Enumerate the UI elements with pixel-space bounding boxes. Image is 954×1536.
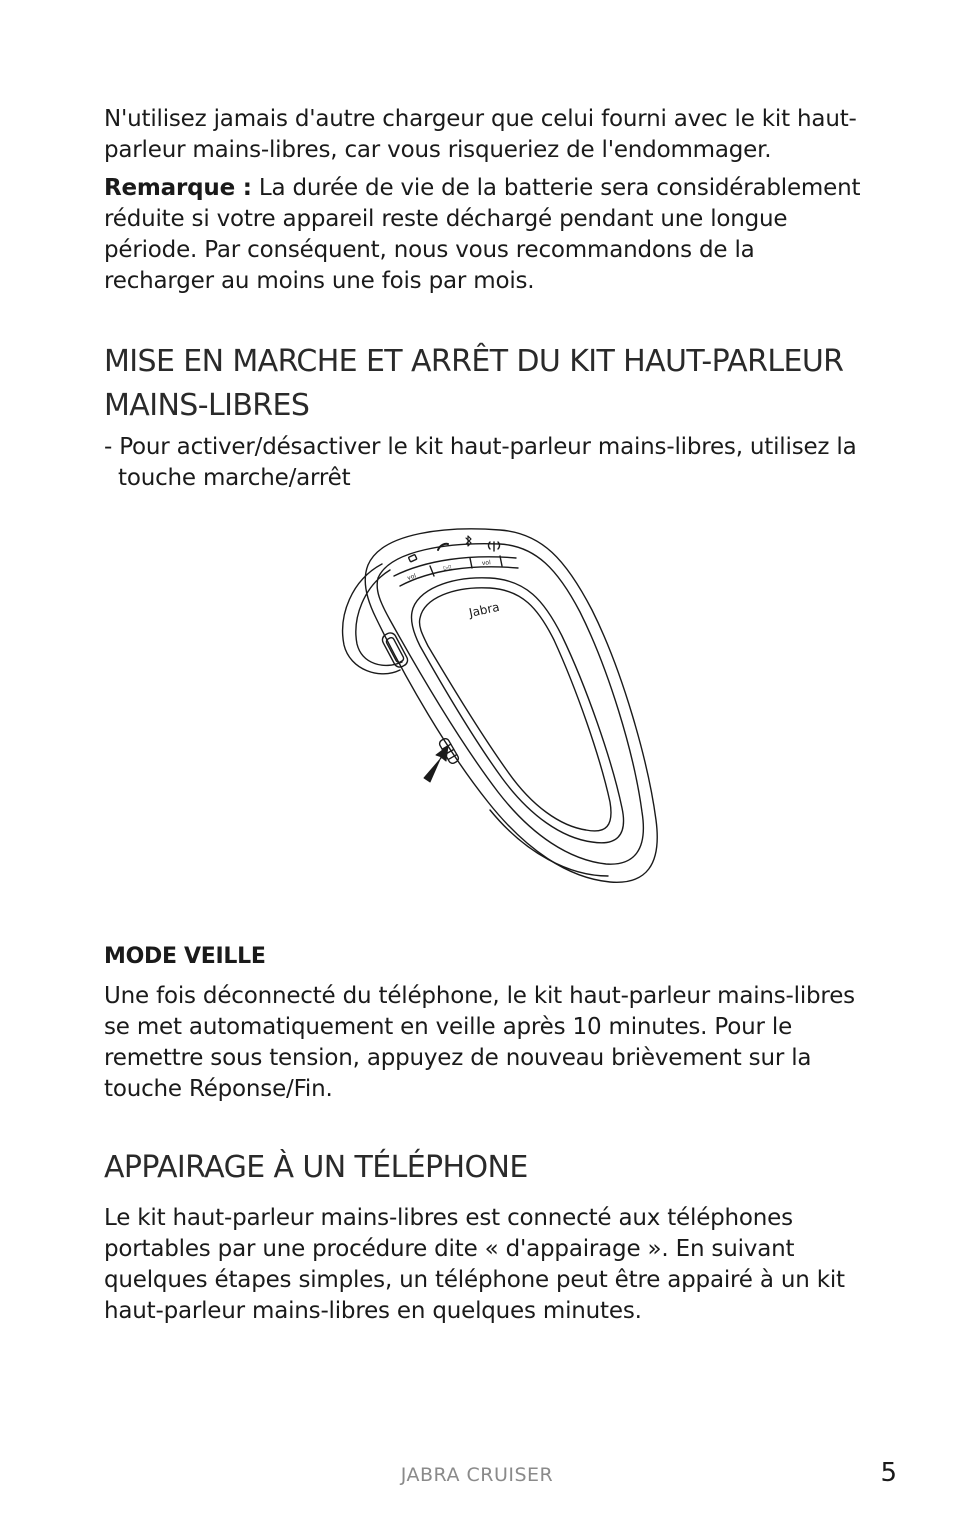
pointer-arrow-icon [424, 746, 448, 782]
note-label: Remarque : [104, 175, 252, 201]
visor-clip [343, 564, 402, 674]
standby-text: Une fois déconnecté du téléphone, le kit haut-parleur mains-libres se met automatiquement en veille après 10 minutes. Pour le remettre sous tension, appuyez de nouveau brièvement sur la touche Réponse/Fin. [104, 983, 855, 1102]
power-section-heading: MISE EN MARCHE ET ARRÊT DU KIT HAUT-PARLEUR MAINS-LIBRES [104, 344, 844, 423]
brand-label: Jabra [467, 599, 501, 620]
standby-heading: MODE VEILLE [104, 944, 266, 969]
svg-text:▷▯: ▷▯ [443, 563, 453, 572]
power-instruction: - Pour activer/désactiver le kit haut-parleur mains-libres, utilisez la touche marche/arrêt [104, 434, 857, 491]
charger-warning: N'utilisez jamais d'autre chargeur que celui fourni avec le kit haut-parleur mains-libres, car vous risqueriez de l'endommager. [104, 106, 857, 163]
pairing-text: Le kit haut-parleur mains-libres est connecté aux téléphones portables par une procédure dite « d'appairage ». En suivant quelques étapes simples, un téléphone peut être appairé à un kit haut-parleur mains-libres en quelques minutes. [104, 1205, 845, 1324]
page-number: 5 [880, 1458, 897, 1488]
standby-block [104, 981, 864, 1105]
svg-text:vol: vol [481, 559, 492, 567]
intro-block [104, 104, 864, 297]
svg-text:vol: vol [406, 572, 418, 582]
speakerphone-illustration [330, 520, 670, 895]
note-text: La durée de vie de la batterie sera considérablement réduite si votre appareil reste déchargé pendant une longue période. Par conséquent, nous vous recommandons de la recharger au moins une fois par mois. [104, 175, 861, 294]
footer-product-title: JABRA CRUISER [400, 1464, 554, 1486]
pairing-section-heading: APPAIRAGE À UN TÉLÉPHONE [104, 1150, 528, 1185]
mute-icon [408, 554, 416, 561]
pairing-block [104, 1203, 864, 1327]
battery-note [104, 173, 864, 297]
